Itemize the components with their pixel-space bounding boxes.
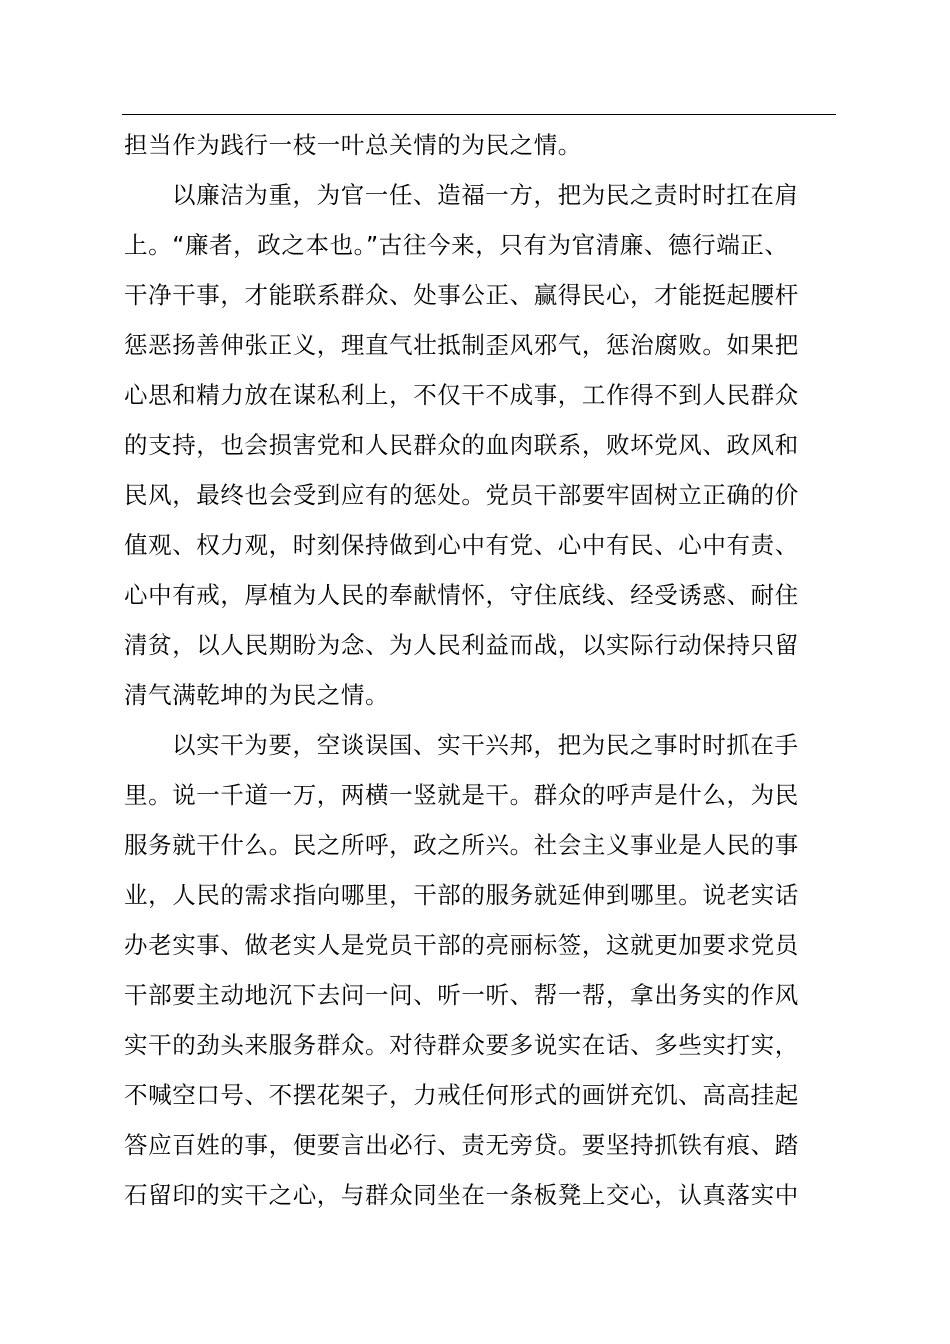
text-line: 民风，最终也会受到应有的惩处。党员干部要牢固树立正确的价 <box>124 481 799 509</box>
header-divider <box>122 114 836 115</box>
text-line: 惩恶扬善伸张正义，理直气壮抵制歪风邪气，惩治腐败。如果把 <box>124 331 799 359</box>
text-line: 清气满乾坤的为民之情。 <box>124 681 390 709</box>
paragraph-first-line: 以廉洁为重，为官一任、造福一方，把为民之责时时扛在肩 <box>172 181 799 209</box>
body-text <box>124 120 838 1220</box>
text-line: 干净干事，才能联系群众、处事公正、赢得民心，才能挺起腰杆 <box>124 281 799 309</box>
text-line: 里。说一千道一万，两横一竖就是干。群众的呼声是什么，为民 <box>124 781 799 809</box>
text-line: 上。“廉者，政之本也。”古往今来，只有为官清廉、德行端正、 <box>124 231 789 259</box>
text-line: 干部要主动地沉下去问一问、听一听、帮一帮，拿出务实的作风 <box>124 981 799 1009</box>
paragraph-first-line: 以实干为要，空谈误国、实干兴邦，把为民之事时时抓在手 <box>172 731 799 759</box>
text-line: 不喊空口号、不摆花架子，力戒任何形式的画饼充饥、高高挂起 <box>124 1081 799 1109</box>
text-line: 担当作为践行一枝一叶总关情的为民之情。 <box>124 131 582 159</box>
text-line: 业，人民的需求指向哪里，干部的服务就延伸到哪里。说老实话 <box>124 881 799 909</box>
text-line: 实干的劲头来服务群众。对待群众要多说实在话、多些实打实， <box>124 1031 799 1059</box>
text-line: 服务就干什么。民之所呼，政之所兴。社会主义事业是人民的事 <box>124 831 799 859</box>
text-line: 答应百姓的事，便要言出必行、责无旁贷。要坚持抓铁有痕、踏 <box>124 1131 799 1159</box>
text-line: 值观、权力观，时刻保持做到心中有党、心中有民、心中有责、 <box>124 531 799 559</box>
text-line: 心中有戒，厚植为人民的奉献情怀，守住底线、经受诱惑、耐住 <box>124 581 799 609</box>
text-line: 办老实事、做老实人是党员干部的亮丽标签，这就更加要求党员 <box>124 931 799 959</box>
text-line: 清贫，以人民期盼为念、为人民利益而战，以实际行动保持只留 <box>124 631 799 659</box>
text-line: 石留印的实干之心，与群众同坐在一条板凳上交心，认真落实中 <box>124 1181 799 1209</box>
text-line: 心思和精力放在谋私利上，不仅干不成事，工作得不到人民群众 <box>124 381 799 409</box>
text-line: 的支持，也会损害党和人民群众的血肉联系，败坏党风、政风和 <box>124 431 799 459</box>
